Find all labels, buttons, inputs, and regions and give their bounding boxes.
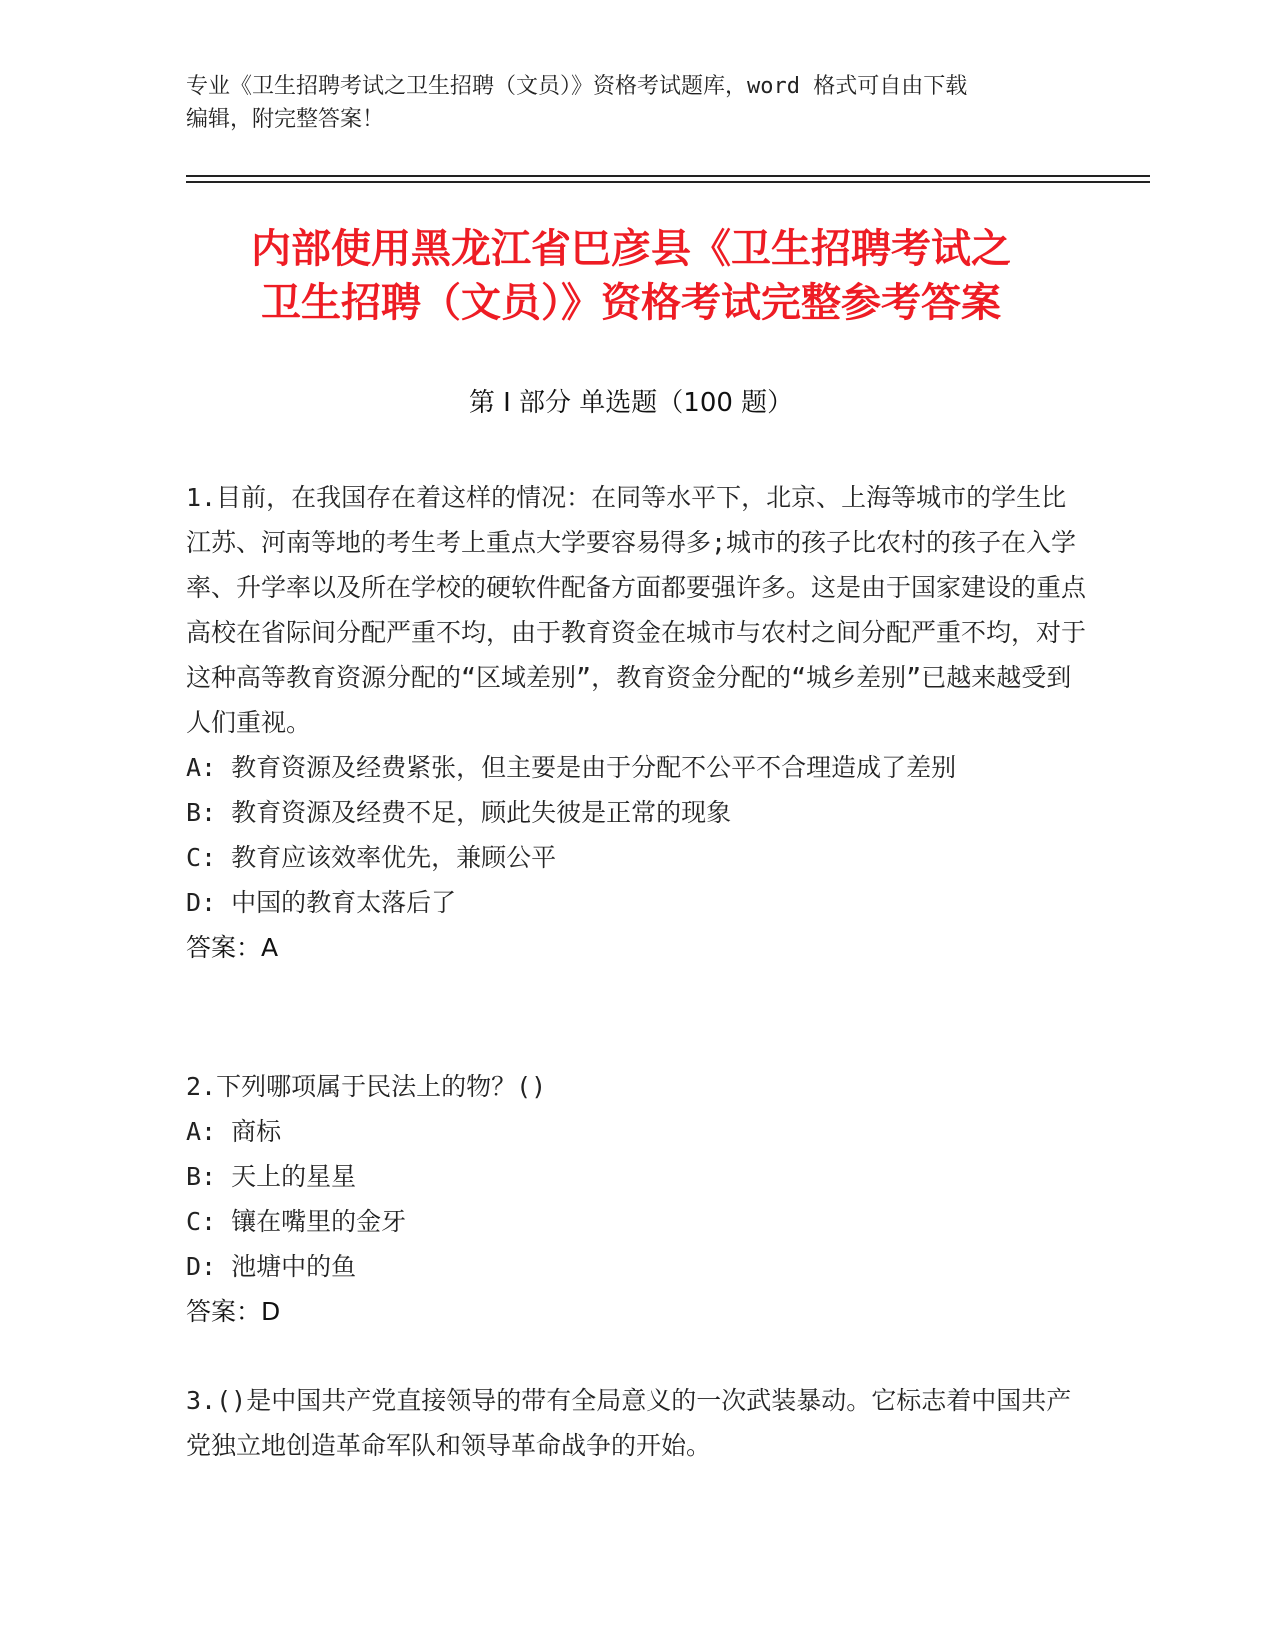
header-note-line2: 编辑，附完整答案！ <box>186 107 385 132</box>
document-title-line2: 卫生招聘（文员）》资格考试完整参考答案 <box>261 280 1001 326</box>
header-note <box>186 70 1056 136</box>
header-divider-top <box>186 175 1150 177</box>
question-3 <box>186 1378 1086 1468</box>
question-stem: 1.目前，在我国存在着这样的情况：在同等水平下，北京、上海等城市的学生比江苏、河南等地的考生考上重点大学要容易得多;城市的孩子比农村的孩子在入学率、升学率以及所在学校的硬软件配备方面都要强许多。这是由于国家建设的重点高校在省际间分配严重不均，由于教育资金在城市与农村之间分配严重不均，对于这种高等教育资源分配的“区域差别”，教育资金分配的“城乡差别”已越来越受到人们重视。 <box>186 483 1087 737</box>
option-a: A: 教育资源及经费紧张，但主要是由于分配不公平不合理造成了差别 <box>186 753 957 782</box>
option-a: A: 商标 <box>186 1117 282 1146</box>
option-d: D: 池塘中的鱼 <box>186 1252 357 1281</box>
option-b: B: 天上的星星 <box>186 1162 357 1191</box>
document-title-line1: 内部使用黑龙江省巴彦县《卫生招聘考试之 <box>251 226 1011 272</box>
header-divider-bottom <box>186 181 1150 183</box>
option-c: C: 教育应该效率优先，兼顾公平 <box>186 843 557 872</box>
option-d: D: 中国的教育太落后了 <box>186 888 457 917</box>
question-2 <box>186 1064 1086 1334</box>
document-title <box>186 222 1076 330</box>
option-c: C: 镶在嘴里的金牙 <box>186 1207 407 1236</box>
answer: 答案：A <box>186 933 279 962</box>
question-1 <box>186 475 1086 970</box>
question-stem: 2.下列哪项属于民法上的物？() <box>186 1072 547 1101</box>
header-note-line1: 专业《卫生招聘考试之卫生招聘（文员）》资格考试题库，word 格式可自由下载 <box>186 74 968 99</box>
question-stem: 3.()是中国共产党直接领导的带有全局意义的一次武装暴动。它标志着中国共产党独立地创造革命军队和领导革命战争的开始。 <box>186 1386 1072 1460</box>
option-b: B: 教育资源及经费不足，顾此失彼是正常的现象 <box>186 798 732 827</box>
answer: 答案：D <box>186 1297 281 1326</box>
section-heading: 第 I 部分 单选题（100 题） <box>468 388 794 418</box>
